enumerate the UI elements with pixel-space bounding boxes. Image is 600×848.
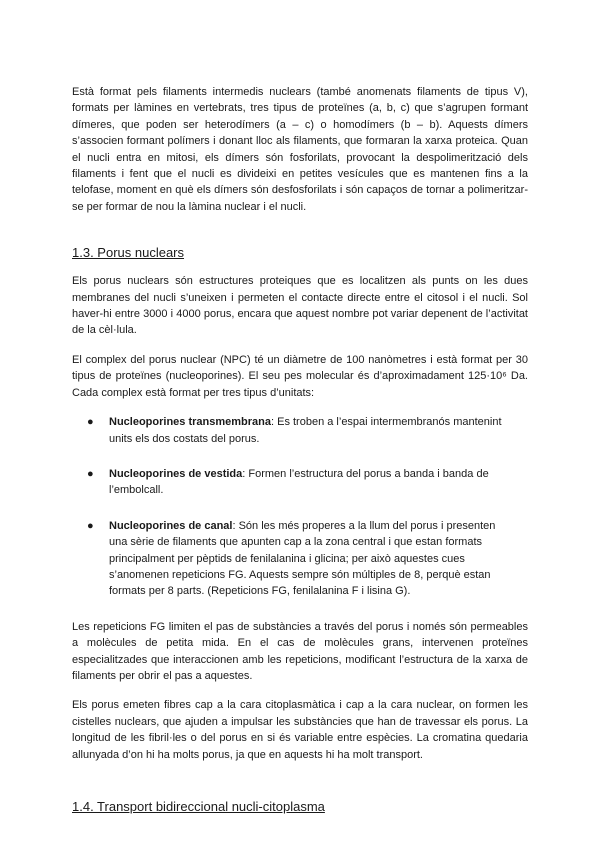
list-item-text: : Formen l’estructura del porus a banda i banda de l’embolcall. — [109, 467, 489, 497]
nucleoporin-list — [72, 414, 528, 600]
porus-paragraph-2: El complex del porus nuclear (NPC) té un diàmetre de 100 nanòmetres i està format per 30 tipus de proteïnes (nucleoporines). El seu pes molecular és d’aproximadament 125·10⁶ Da. Cada complex està format per tres tipus d’unitats: — [72, 353, 528, 399]
section-heading-text: 1.3. Porus nuclears — [72, 245, 185, 261]
bullet-icon: ● — [87, 467, 94, 480]
porus-paragraph-4: Els porus emeten fibres cap a la cara citoplasmàtica i cap a la cara nuclear, on formen les cistelles nuclears, que ajuden a impulsar les substàncies que han de travessar els porus. La longitud de les fibril·les o del porus en si és variable entre espècies. La cromatina quedaria allunyada d’on hi ha molts porus, ja que en aquests hi ha molt transport. — [72, 699, 528, 761]
document-page — [72, 84, 528, 827]
section-heading-text: 1.4. Transport bidireccional nucli-citoplasma — [72, 799, 325, 814]
porus-paragraph-3: Les repeticions FG limiten el pas de substàncies a través del porus i només són permeables a molècules de petita mida. En el cas de molècules grans, intervenen proteïnes especialitzades que interaccionen amb les repeticions, modificant l’estructura de la xarxa de filaments per obrir el pas a aquestes. — [72, 620, 528, 682]
list-item-canal — [72, 518, 528, 600]
list-item-term: Nucleoporines de vestida — [109, 467, 243, 480]
list-item-term: Nucleoporines transmembrana — [109, 416, 271, 429]
list-item-transmembrana — [72, 414, 528, 447]
list-item-term: Nucleoporines de canal — [109, 519, 233, 532]
list-item-text: : Es troben a l’espai intermembranós mantenint units els dos costats del porus. — [109, 416, 502, 445]
porus-paragraph-1: Els porus nuclears són estructures proteiques que es localitzen als punts on les dues membranes del nucli s’uneixen i permeten el contacte directe entre el citosol i el nucli. Sol haver-hi entre 3000 i 4000 porus, encara que aquest nombre pot variar depenent de l’activitat de la cèl·lula. — [72, 275, 528, 337]
section-heading-porus-nuclears — [72, 245, 528, 261]
list-item-vestida — [72, 466, 528, 499]
bullet-icon: ● — [87, 416, 94, 429]
list-item-text: : Són les més properes a la llum del porus i presenten una sèrie de filaments que apunten cap a la zona central i que estan formats principalment per pèptids de fenilalanina i glicina; per això aquestes cues s’anomenen repeticions FG. Aquests sempre són múltiples de 8, perquè estan formats per 8 parts. (Repeticions FG, fenilalanina F i lisina G). — [109, 519, 496, 598]
section-heading-transport — [72, 799, 528, 815]
bullet-icon: ● — [87, 519, 94, 532]
intro-paragraph: Està format pels filaments intermedis nuclears (també anomenats filaments de tipus V), formats per làmines en vertebrats, tres tipus de proteïnes (a, b, c) que s’agrupen formant dímeres, que poden ser heterodímers (a – c) o homodímers (b – b). Aquests dímers s’associen formant polímers i donant lloc als filaments, que formaran la xarxa proteica. Quan el nucli entra en mitosi, els dímers són fosforilats, provocant la despolimerització dels filaments i fent que el nucli es divideixi en petites vesícules que es mantenen fins a la telofase, moment en què els dímers són desfosforilats i són capaços de tornar a polimeritzar-se per formar de nou la làmina nuclear i el nucli. — [72, 86, 528, 213]
